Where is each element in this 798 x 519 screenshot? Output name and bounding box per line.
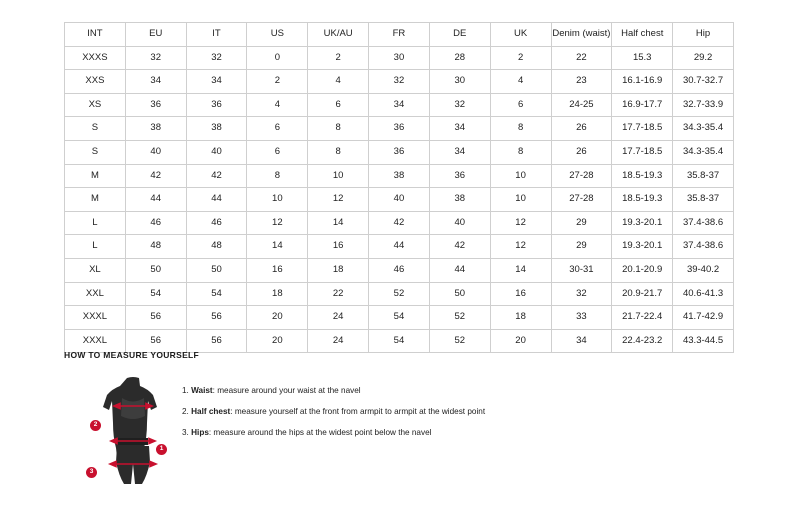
table-cell: 32	[369, 70, 430, 94]
table-cell: 48	[125, 235, 186, 259]
table-cell: 32	[186, 46, 247, 70]
table-cell: 56	[186, 329, 247, 353]
table-cell: 18	[247, 282, 308, 306]
measure-badge-2: 2	[90, 420, 101, 431]
table-cell: 17.7-18.5	[612, 140, 673, 164]
measure-instruction-text: : measure around the hips at the widest point below the navel	[208, 427, 432, 437]
measure-badge-1: 1	[156, 444, 167, 455]
table-cell: 24	[308, 329, 369, 353]
table-cell: 30.7-32.7	[673, 70, 734, 94]
table-cell: 40	[186, 140, 247, 164]
measure-instruction-number: 1.	[182, 386, 189, 395]
table-cell: 35.8-37	[673, 164, 734, 188]
table-cell: 16	[308, 235, 369, 259]
size-chart-body	[65, 46, 734, 353]
measure-instruction-term: Half chest	[191, 406, 231, 416]
table-cell: 12	[247, 211, 308, 235]
table-cell: 30-31	[551, 258, 612, 282]
table-row	[65, 282, 734, 306]
table-cell: 8	[308, 117, 369, 141]
table-cell: 33	[551, 306, 612, 330]
table-cell: 16	[490, 282, 551, 306]
table-cell: 50	[186, 258, 247, 282]
table-cell: 16.9-17.7	[612, 93, 673, 117]
table-cell: 6	[247, 117, 308, 141]
table-cell: 48	[186, 235, 247, 259]
table-cell: 56	[125, 329, 186, 353]
table-cell: 22	[551, 46, 612, 70]
table-cell: 26	[551, 140, 612, 164]
table-cell: 8	[490, 117, 551, 141]
table-cell: 8	[247, 164, 308, 188]
table-cell: 40.6-41.3	[673, 282, 734, 306]
table-cell: 44	[125, 188, 186, 212]
table-cell: 46	[125, 211, 186, 235]
how-to-measure-body	[64, 372, 734, 502]
table-cell: 2	[490, 46, 551, 70]
table-cell: 34	[186, 70, 247, 94]
column-header: EU	[125, 23, 186, 47]
table-cell: 2	[308, 46, 369, 70]
how-to-measure-section	[64, 350, 734, 502]
table-cell: XXS	[65, 70, 126, 94]
table-cell: 42	[369, 211, 430, 235]
table-cell: 15.3	[612, 46, 673, 70]
table-cell: 4	[490, 70, 551, 94]
table-cell: 19.3-20.1	[612, 235, 673, 259]
table-cell: 30	[369, 46, 430, 70]
column-header: Denim (waist)	[551, 23, 612, 47]
measure-instruction	[182, 428, 485, 438]
column-header: Half chest	[612, 23, 673, 47]
table-cell: 42	[429, 235, 490, 259]
table-cell: 34.3-35.4	[673, 140, 734, 164]
table-cell: 12	[308, 188, 369, 212]
table-cell: 23	[551, 70, 612, 94]
table-row	[65, 235, 734, 259]
table-cell: 26	[551, 117, 612, 141]
column-header: UK/AU	[308, 23, 369, 47]
table-row	[65, 211, 734, 235]
table-cell: XXXS	[65, 46, 126, 70]
table-cell: 0	[247, 46, 308, 70]
column-header: IT	[186, 23, 247, 47]
table-cell: 10	[490, 188, 551, 212]
table-cell: L	[65, 211, 126, 235]
measure-instruction-number: 3.	[182, 427, 189, 437]
measurement-figure	[64, 372, 174, 502]
table-cell: 20	[247, 306, 308, 330]
table-cell: 35.8-37	[673, 188, 734, 212]
table-cell: 52	[429, 306, 490, 330]
table-cell: 14	[247, 235, 308, 259]
table-cell: 34	[369, 93, 430, 117]
table-cell: 36	[186, 93, 247, 117]
table-cell: 20	[247, 329, 308, 353]
measure-instruction-term: Waist	[191, 386, 213, 395]
table-cell: 37.4-38.6	[673, 211, 734, 235]
table-cell: 36	[369, 117, 430, 141]
table-cell: 22	[308, 282, 369, 306]
table-cell: XL	[65, 258, 126, 282]
table-cell: 29.2	[673, 46, 734, 70]
measure-instruction-term: Hips	[191, 427, 209, 437]
table-cell: 36	[429, 164, 490, 188]
size-chart-table	[64, 22, 734, 353]
table-row	[65, 93, 734, 117]
table-cell: 44	[186, 188, 247, 212]
table-cell: 28	[429, 46, 490, 70]
table-cell: 20.1-20.9	[612, 258, 673, 282]
table-cell: 38	[369, 164, 430, 188]
table-cell: XXL	[65, 282, 126, 306]
column-header: UK	[490, 23, 551, 47]
table-cell: 16.1-16.9	[612, 70, 673, 94]
table-cell: 24-25	[551, 93, 612, 117]
table-cell: 30	[429, 70, 490, 94]
table-cell: 10	[490, 164, 551, 188]
table-cell: 14	[490, 258, 551, 282]
table-cell: 40	[125, 140, 186, 164]
table-row	[65, 306, 734, 330]
table-cell: 8	[490, 140, 551, 164]
table-cell: 22.4-23.2	[612, 329, 673, 353]
table-cell: 4	[247, 93, 308, 117]
table-cell: 40	[369, 188, 430, 212]
how-to-measure-title: HOW TO MEASURE YOURSELF	[64, 350, 200, 360]
table-cell: 34	[429, 117, 490, 141]
table-cell: XS	[65, 93, 126, 117]
table-cell: 36	[125, 93, 186, 117]
table-cell: 2	[247, 70, 308, 94]
table-cell: S	[65, 117, 126, 141]
table-cell: 50	[429, 282, 490, 306]
table-cell: 54	[369, 329, 430, 353]
table-cell: 56	[125, 306, 186, 330]
table-cell: 12	[490, 235, 551, 259]
table-cell: 32	[429, 93, 490, 117]
table-row	[65, 258, 734, 282]
table-cell: 52	[369, 282, 430, 306]
table-cell: 10	[247, 188, 308, 212]
table-cell: 46	[369, 258, 430, 282]
table-cell: 34.3-35.4	[673, 117, 734, 141]
size-chart-head	[65, 23, 734, 47]
column-header: INT	[65, 23, 126, 47]
measure-instruction-number: 2.	[182, 406, 189, 416]
column-header: FR	[369, 23, 430, 47]
table-cell: 41.7-42.9	[673, 306, 734, 330]
table-cell: 42	[125, 164, 186, 188]
table-cell: 34	[429, 140, 490, 164]
measure-badge-3: 3	[86, 467, 97, 478]
table-cell: 18.5-19.3	[612, 164, 673, 188]
table-cell: 36	[369, 140, 430, 164]
table-cell: 34	[125, 70, 186, 94]
table-cell: 43.3-44.5	[673, 329, 734, 353]
table-row	[65, 70, 734, 94]
table-cell: 34	[551, 329, 612, 353]
table-cell: 19.3-20.1	[612, 211, 673, 235]
table-cell: 32.7-33.9	[673, 93, 734, 117]
table-cell: XXXL	[65, 306, 126, 330]
column-header: DE	[429, 23, 490, 47]
size-chart-container	[64, 22, 734, 353]
table-cell: 6	[308, 93, 369, 117]
table-cell: 46	[186, 211, 247, 235]
table-cell: 20	[490, 329, 551, 353]
table-header-row	[65, 23, 734, 47]
table-cell: 54	[125, 282, 186, 306]
column-header: Hip	[673, 23, 734, 47]
table-cell: 44	[429, 258, 490, 282]
measure-instruction	[182, 407, 485, 417]
table-cell: XXXL	[65, 329, 126, 353]
table-cell: 29	[551, 211, 612, 235]
table-cell: 32	[125, 46, 186, 70]
table-cell: 18	[308, 258, 369, 282]
table-cell: M	[65, 164, 126, 188]
table-cell: 39-40.2	[673, 258, 734, 282]
table-row	[65, 46, 734, 70]
table-cell: 44	[369, 235, 430, 259]
measure-instruction	[182, 386, 485, 396]
mannequin-icon	[98, 376, 168, 502]
table-row	[65, 164, 734, 188]
table-cell: 52	[429, 329, 490, 353]
table-cell: 18	[490, 306, 551, 330]
table-cell: 21.7-22.4	[612, 306, 673, 330]
table-cell: 10	[308, 164, 369, 188]
table-cell: 50	[125, 258, 186, 282]
measure-instruction-text: : measure around your waist at the navel	[212, 386, 361, 395]
measure-instructions-list	[174, 372, 485, 449]
table-cell: 42	[186, 164, 247, 188]
table-cell: 16	[247, 258, 308, 282]
table-cell: M	[65, 188, 126, 212]
table-cell: 38	[125, 117, 186, 141]
table-cell: 18.5-19.3	[612, 188, 673, 212]
table-cell: 27-28	[551, 164, 612, 188]
table-cell: 37.4-38.6	[673, 235, 734, 259]
table-row	[65, 188, 734, 212]
table-cell: 12	[490, 211, 551, 235]
measure-instruction-text: : measure yourself at the front from armpit to armpit at the widest point	[230, 406, 486, 416]
table-cell: 6	[490, 93, 551, 117]
table-cell: L	[65, 235, 126, 259]
table-cell: 8	[308, 140, 369, 164]
table-cell: 20.9-21.7	[612, 282, 673, 306]
table-cell: 6	[247, 140, 308, 164]
table-cell: 54	[186, 282, 247, 306]
table-cell: 17.7-18.5	[612, 117, 673, 141]
table-cell: 14	[308, 211, 369, 235]
table-cell: 38	[186, 117, 247, 141]
table-cell: 40	[429, 211, 490, 235]
table-cell: 4	[308, 70, 369, 94]
table-cell: S	[65, 140, 126, 164]
table-cell: 56	[186, 306, 247, 330]
table-row	[65, 117, 734, 141]
table-cell: 29	[551, 235, 612, 259]
table-cell: 38	[429, 188, 490, 212]
table-cell: 27-28	[551, 188, 612, 212]
column-header: US	[247, 23, 308, 47]
table-row	[65, 140, 734, 164]
table-cell: 54	[369, 306, 430, 330]
table-cell: 24	[308, 306, 369, 330]
table-cell: 32	[551, 282, 612, 306]
